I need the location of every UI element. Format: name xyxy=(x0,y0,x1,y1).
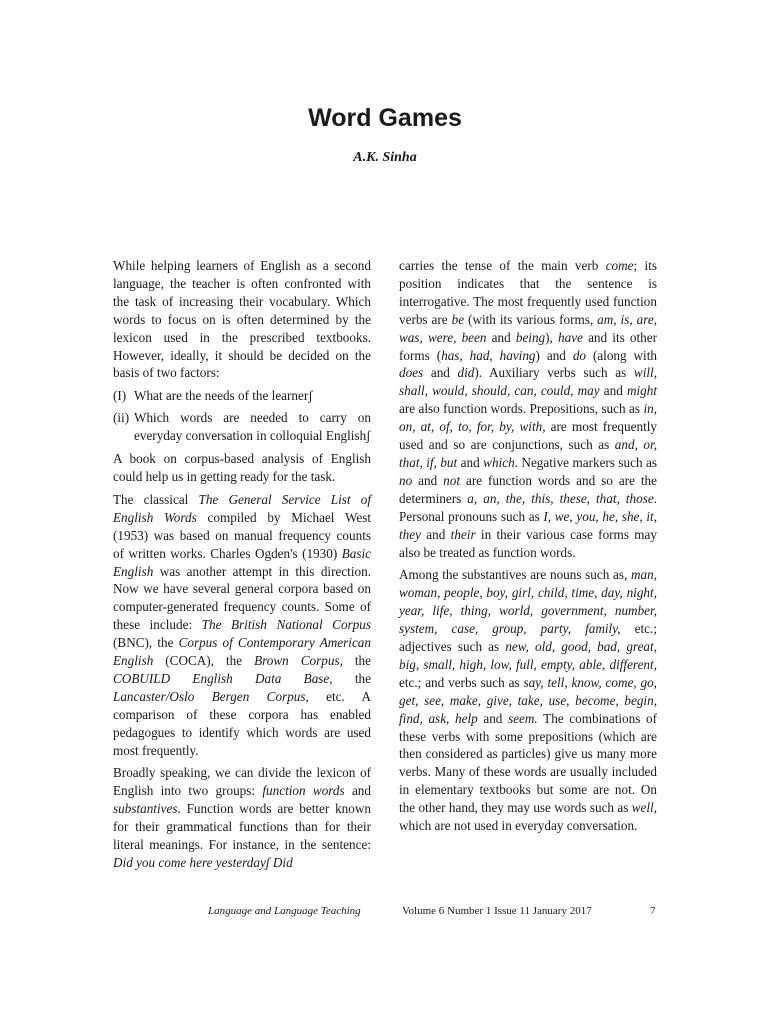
corpus-paragraph: A book on corpus-based analysis of English could help us in getting ready for the task. xyxy=(113,451,371,484)
intro-paragraph: While helping learners of English as a second language, the teacher is often confronted with the task of increasing their vocabulary. Which words to focus on is often determined by the lexicon used in the prescribed textbooks. However, ideally, it should be decided on the basis of two factors: xyxy=(113,258,371,381)
page-number: 7 xyxy=(650,905,656,917)
footer-volume-info: Volume 6 Number 1 Issue 11 January 2017 xyxy=(402,905,592,917)
substantives-paragraph: Among the substantives are nouns such as, man, woman, people, boy, girl, child, time, day, night, year, life, thing, world, government, number, system, case, group, party, family, etc.; adjectives such as new, old, good, bad, great, big, small, high, low, full, empty, able, different, etc.; and verbs such as say, tell, know, come, go, get, see, make, give, take, use, become, begin, find, ask, help and seem. The combinations of these verbs with some prepositions (which are then considered as particles) give us many more verbs. Many of these words are usually included in elementary textbooks but some are not. On the other hand, they may use words such as well, which are not used in everyday conversation. xyxy=(399,567,657,834)
article-title: Word Games xyxy=(308,104,462,132)
right-column xyxy=(399,257,657,840)
factor-item-2 xyxy=(113,409,371,445)
author-name: A.K. Sinha xyxy=(353,150,417,165)
factor-number: (I) xyxy=(113,388,127,404)
broadly-paragraph: Broadly speaking, we can divide the lexicon of English into two groups: function words and substantives. Function words are better known for their grammatical functions than for their literal meanings. For instance, in the sentence: Did you come here yesterdayʃ Did xyxy=(113,765,371,870)
footer-journal-name: Language and Language Teaching xyxy=(208,905,361,917)
factors-list xyxy=(113,387,371,445)
factor-text: Which words are needed to carry on everyday conversation in colloquial Englishʃ xyxy=(134,410,371,444)
factor-number: (ii) xyxy=(113,410,130,426)
left-column xyxy=(113,257,371,877)
factor-text: What are the needs of the learnerʃ xyxy=(134,388,313,404)
function-words-paragraph: carries the tense of the main verb come; its position indicates that the sentence is interrogative. The most frequently used function verbs are be (with its various forms, am, is, are, was, were, been and being), have and its other forms (has, had, having) and do (along with does and did). Auxiliary verbs such as will, shall, would, should, can, could, may and might are also function words. Prepositions, such as in, on, at, of, to, for, by, with, are most frequently used and so are conjunctions, such as and, or, that, if, but and which. Negative markers such as no and not are function words and so are the determiners a, an, the, this, these, that, those. Personal pronouns such as I, we, you, he, she, it, they and their in their various case forms may also be treated as function words. xyxy=(399,258,658,560)
factor-item-1 xyxy=(113,387,371,405)
classical-paragraph: The classical The General Service List of English Words compiled by Michael West (1953) was based on manual frequency counts of written works. Charles Ogden's (1930) Basic English was another attempt in this direction. Now we have several general corpora based on computer-generated frequency counts. Some of these include: The British National Corpus (BNC), the Corpus of Contemporary American English (COCA), the Brown Corpus, the COBUILD English Data Base, the Lancaster/Oslo Bergen Corpus, etc. A comparison of these corpora has enabled pedagogues to identify which words are used most frequently. xyxy=(113,491,371,758)
